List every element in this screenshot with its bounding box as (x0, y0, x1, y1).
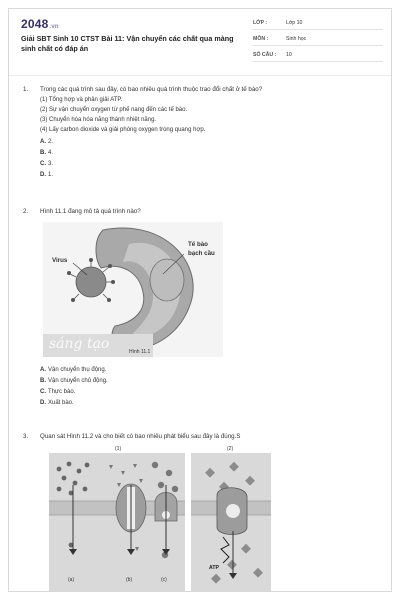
meta-subject (253, 33, 383, 46)
header-divider (9, 75, 392, 76)
process-a-label: (a) (68, 577, 75, 583)
question-number: 1. (23, 86, 29, 93)
option-letter: B. (40, 378, 46, 384)
watermark-logo: sáng tạo (49, 336, 110, 352)
option-letter: D. (40, 400, 46, 406)
question-text: Trong các quá trình sau đây, có bao nhiêu quá trình thuộc trao đổi chất ở tế bào? (40, 86, 263, 93)
question-2 (23, 208, 383, 218)
cell-label-line1: Tế bào (188, 241, 208, 248)
meta-count (253, 49, 383, 62)
option-letter: B. (40, 150, 46, 156)
figure-11-2 (47, 445, 273, 592)
process-b-label: (b) (126, 577, 133, 583)
option-letter: C. (40, 161, 46, 167)
figure-11-1 (43, 222, 223, 357)
option-text: 4. (48, 150, 54, 156)
meta-count-key: SỐ CÂU : (253, 52, 277, 58)
option-c[interactable] (40, 161, 53, 167)
statement-3: (3) Chuyển hóa hóa năng thành nhiệt năng. (40, 117, 157, 123)
question-number: 3. (23, 433, 29, 440)
option-letter: A. (40, 367, 46, 373)
option-text: Thực bào. (48, 389, 76, 395)
cell-label-line2: bạch cầu (188, 250, 215, 257)
option-text: 2. (48, 139, 54, 145)
option-letter: D. (40, 172, 46, 178)
question-3 (23, 433, 388, 443)
meta-subject-key: MÔN : (253, 36, 269, 42)
option-text: Vận chuyển chủ động. (48, 378, 108, 384)
panel-1-label: (1) (115, 446, 122, 452)
document-header (9, 9, 392, 67)
option-d[interactable] (40, 172, 53, 178)
document-page (8, 8, 392, 592)
option-a[interactable] (40, 139, 53, 145)
meta-subject-value: Sinh học (286, 36, 307, 42)
option-a[interactable] (40, 367, 106, 373)
panel-2-label: (2) (227, 446, 234, 452)
option-c[interactable] (40, 389, 75, 395)
process-c-label: (c) (161, 577, 167, 583)
option-b[interactable] (40, 378, 108, 384)
question-text: Hình 11.1 đang mô tả quá trình nào? (40, 208, 141, 215)
atp-label: ATP (209, 565, 219, 571)
statement-2: (2) Sự vận chuyển oxygen từ phế nang đến các tế bào. (40, 107, 188, 113)
option-text: 1. (48, 172, 54, 178)
virus-label: Virus (52, 257, 68, 264)
option-b[interactable] (40, 150, 53, 156)
page-title: Giải SBT Sinh 10 CTST Bài 11: Vận chuyển các chất qua màng sinh chất có đáp án (21, 34, 234, 53)
meta-grade-value: Lớp 10 (286, 20, 303, 26)
question-number: 2. (23, 208, 29, 215)
logo-text: 2048 (21, 17, 49, 31)
meta-grade-key: LỚP : (253, 20, 268, 26)
option-d[interactable] (40, 400, 74, 406)
question-text: Quan sát Hình 11.2 và cho biết có bao nhiêu phát biểu sau đây là đúng.S (40, 433, 241, 440)
option-text: Xuất bào. (48, 400, 74, 406)
logo-domain: .vn (49, 24, 59, 30)
option-letter: A. (40, 139, 46, 145)
option-text: Vận chuyển thụ động. (48, 367, 107, 373)
meta-grade (253, 17, 383, 30)
meta-count-value: 10 (286, 52, 292, 58)
statement-1: (1) Tổng hợp và phân giải ATP. (40, 97, 123, 103)
site-logo[interactable] (21, 17, 59, 31)
statement-4: (4) Lấy carbon dioxide và giải phóng oxygen trong quang hợp. (40, 127, 206, 133)
figure-caption: Hình 11.1 (129, 349, 151, 355)
option-letter: C. (40, 389, 46, 395)
option-text: 3. (48, 161, 54, 167)
